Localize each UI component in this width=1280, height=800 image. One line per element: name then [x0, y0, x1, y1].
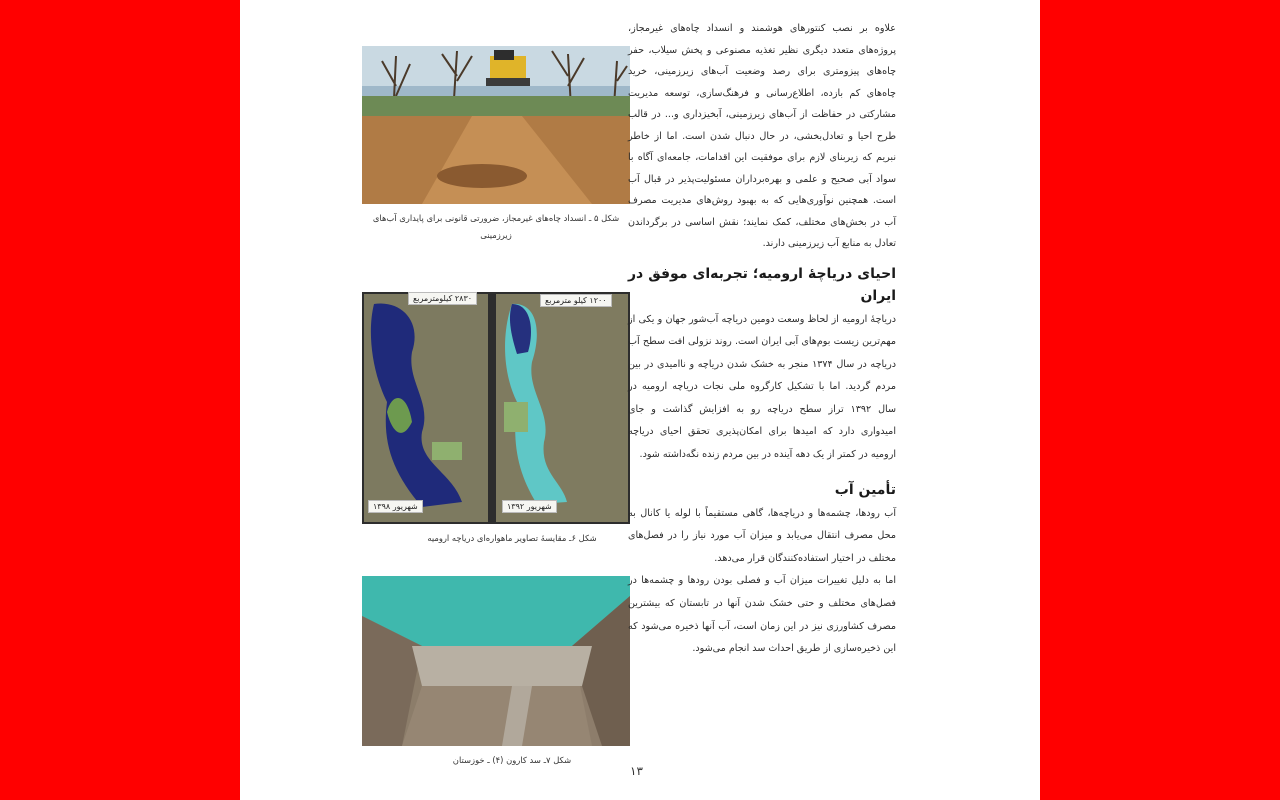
figure-5-caption: شکل ۵ ـ انسداد چاه‌های غیرمجاز، ضرورتی قانونی برای پایداری آب‌های زیرزمینی	[372, 213, 620, 240]
figure-5-photo	[362, 46, 630, 204]
figure-6-right-date-label: شهریور ۱۳۹۲	[502, 500, 557, 513]
figure-6-caption: شکل ۶ـ مقایسۀ تصاویر ماهواره‌ای دریاچه ارومیه	[427, 533, 597, 543]
urmia-section-body: دریاچۀ ارومیه از لحاظ وسعت دومین دریاچه آب‌شور جهان و یکی از مهم‌ترین زیست بوم‌های آبی ایران است. روند نزولی افت سطح آب دریاچه در سال ۱۳۷۴ منجر به خشک شدن دریاچه و ناامیدی در بین مردم گردید. اما با تشکیل کارگروه ملی نجات دریاچه ارومیه در سال ۱۳۹۲ تراز سطح دریاچه رو به افزایش گذاشت و جای امیدواری دارد که امیدها برای امکان‌پذیری تحقق احیای دریاچه ارومیه در کمتر از یک دهه آینده در بین مردم زنده نگه‌داشته شود.	[628, 313, 897, 461]
text-column	[628, 18, 896, 661]
figure-7-caption: شکل ۷ـ سد کارون (۴) ـ خوزستان	[452, 755, 572, 765]
water-supply-body-1: آب رودها، چشمه‌ها و دریاچه‌ها، گاهی مستقیماً با لوله یا کانال به محل مصرف انتقال می‌یابد و میزان آب مورد نیاز را در فصل‌های مختلف در اختیار استفاده‌کنندگان قرار می‌دهد.	[628, 507, 896, 564]
figure-6-photos	[362, 292, 630, 524]
karun-dam-image	[362, 576, 630, 746]
figure-6-right-area-label: ۱۲۰۰ کیلو مترمربع	[540, 294, 612, 307]
bulldozer-image	[362, 46, 630, 204]
urmia-section-heading: احیای دریاچۀ ارومیه؛ تجربه‌ای موفق در ایران	[628, 265, 896, 304]
water-supply-heading: تأمین آب	[834, 481, 896, 498]
textbook-page	[240, 0, 1040, 800]
intro-paragraph: علاوه بر نصب کنتورهای هوشمند و انسداد چاه‌های غیرمجاز، پروژه‌های متعدد دیگری نظیر تغذیه مصنوعی و پخش سیلاب، حفر چاه‌های پیزومتری برای رصد وضعیت آب‌های زیرزمینی، خرید چاه‌های کم بازده، اطلاع‌رسانی و فرهنگ‌سازی، توسعه مدیریت مشارکتی در حفاظت از آب‌های زیرزمینی، آبخیزداری و... در قالب طرح احیا و تعادل‌بخشی، در حال دنبال شدن است. اما از خاطر نبریم که زیربنای لازم برای موفقیت این اقدامات، جامعه‌ای آگاه با سواد آبی صحیح و علمی و بهره‌برداران مسئولیت‌پذیر در قبال آب است. همچنین نوآوری‌هایی که به بهبود روش‌های مدیریت مصرف آب در بخش‌های مختلف، کمک نمایند؛ نقش اساسی در برگرداندن تعادل به منابع آب زیرزمینی دارند.	[628, 23, 896, 249]
water-supply-body-2: اما به دلیل تغییرات میزان آب و فصلی بودن رودها و چشمه‌ها در فصل‌های مختلف و حتی خشک شدن آنها در تابستان که بیشترین مصرف کشاورزی نیز در این زمان است، آب آنها ذخیره می‌شود که این ذخیره‌سازی از طریق احداث سد انجام می‌شود.	[628, 575, 896, 655]
figure-7-photo	[362, 576, 630, 746]
figure-6-left-area-label: ۲۸۳۰ کیلومترمربع	[408, 292, 477, 305]
figure-6-left-date-label: شهریور ۱۳۹۸	[368, 500, 423, 513]
page-number: ۱۳	[630, 764, 643, 778]
urmia-satellite-images	[362, 292, 630, 524]
